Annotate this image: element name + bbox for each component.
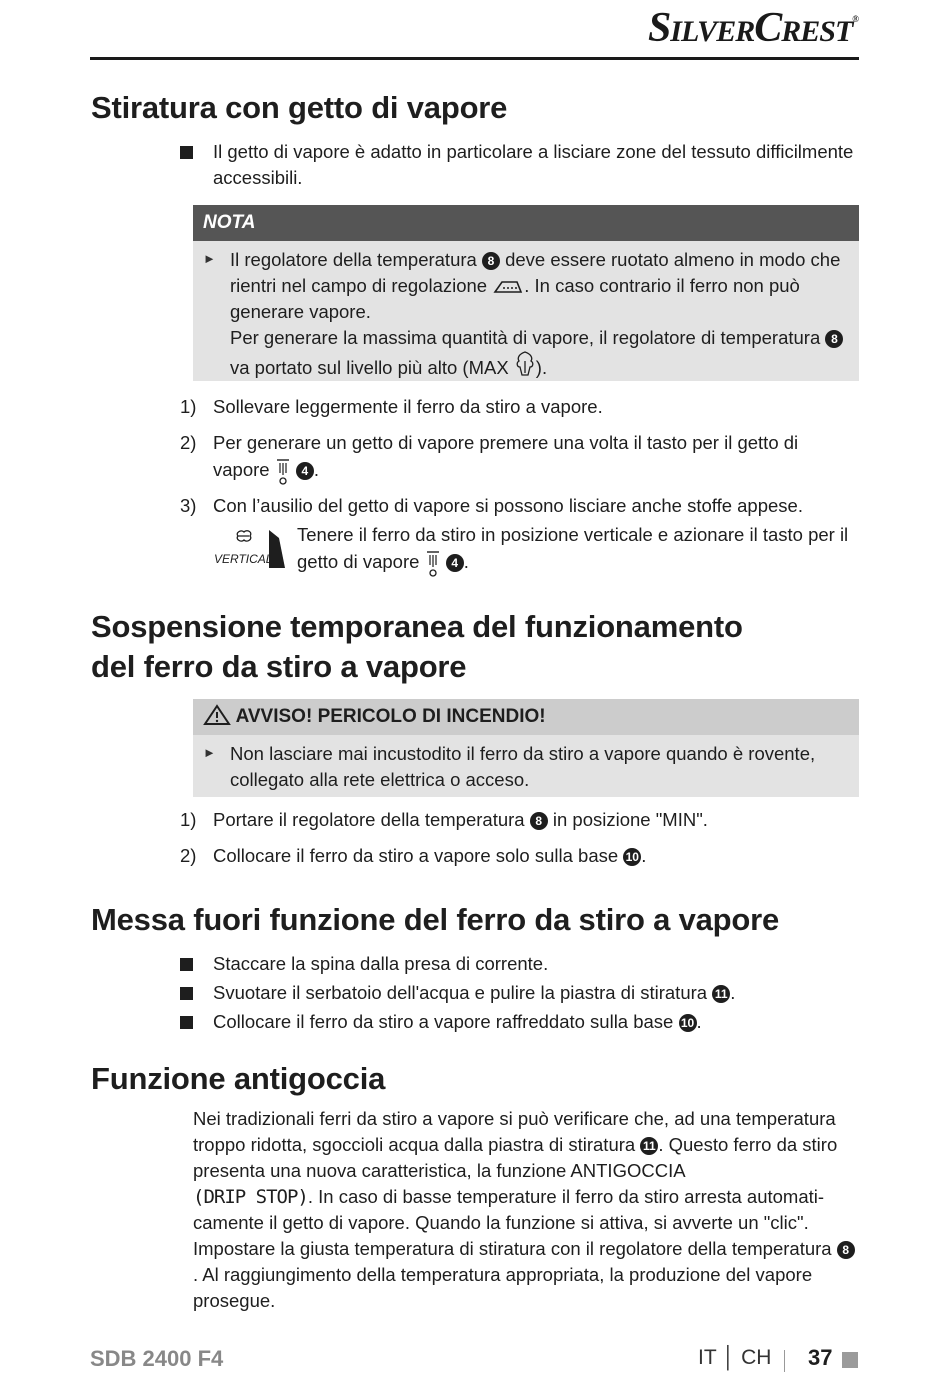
bullet-text: Staccare la spina dalla presa di corrente. xyxy=(213,953,549,974)
ref-8: 8 xyxy=(837,1241,855,1259)
bullet-square xyxy=(180,958,193,971)
ref-10: 10 xyxy=(623,848,641,866)
ref-8: 8 xyxy=(825,330,843,348)
ref-10: 10 xyxy=(679,1014,697,1032)
step-number: 3) xyxy=(180,495,197,516)
footer-model: SDB 2400 F4 xyxy=(90,1346,224,1371)
section-title-suspension: Sospensione temporanea del funzionamento del ferro da stiro a vapore xyxy=(91,609,743,684)
note-box xyxy=(193,205,859,381)
section-title-steam-jet: Stiratura con getto di vapore xyxy=(91,90,508,125)
vertical-label: VERTICAL xyxy=(214,552,273,566)
step-text: Collocare il ferro da stiro a vapore solo sulla base 10 . xyxy=(213,845,647,866)
note-text: Il regolatore della temperatura 8 deve essere ruotato almeno in modo che rientri nel campo di regolazione . In caso contrario il ferro non può generare vapore. Per generare la massima quantità di vapore, il regolatore di temperatura 8 va portato sul livello più alto (MAX ). xyxy=(230,247,855,381)
anti-drip-paragraph: Nei tradizionali ferri da stiro a vapore si può verificare che, ad una temperatura troppo ridotta, sgoccioli acqua dalla piastra di stiratura 11 . Questo ferro da stiro presenta una nuova caratteristica, la funzione ANTIGOCCIA (DRIP STOP). In caso di basse temperature il ferro da stiro arresta automati-camente il getto di vapore. Quando la funzione si attiva, si avverte un "clic". Impostare la giusta temperatura di stiratura con il regolatore della temperatura 8. Al raggiungimento della temperatura appropriata, la produzione del vapore prosegue. xyxy=(193,1106,859,1314)
ref-11: 11 xyxy=(712,985,730,1003)
ref-8: 8 xyxy=(482,252,500,270)
step-number: 2) xyxy=(180,845,197,866)
max-steam-icon xyxy=(514,351,536,377)
vertical-steam-icon xyxy=(213,524,293,574)
step-text: Con l’ausilio del getto di vapore si possono lisciare anche stoffe appese. xyxy=(213,495,803,516)
bullet-text: Svuotare il serbatoio dell'acqua e pulire la piastra di stiratura 11 . xyxy=(213,982,736,1003)
ref-8: 8 xyxy=(530,812,548,830)
ref-4: 4 xyxy=(446,554,464,572)
warning-triangle-icon xyxy=(203,704,231,726)
ref-11: 11 xyxy=(640,1137,658,1155)
bullet-text: Il getto di vapore è adatto in particolare a lisciare zone del tessuto difficilmente accessibili. xyxy=(213,141,854,188)
warning-heading: AVVISO! PERICOLO DI INCENDIO! xyxy=(193,699,859,735)
bullet-text: Collocare il ferro da stiro a vapore raffreddato sulla base 10 . xyxy=(213,1011,702,1032)
note-heading: NOTA xyxy=(193,205,859,241)
warning-text: Non lasciare mai incustodito il ferro da stiro a vapore quando è rovente, collegato alla rete elettrica o acceso. xyxy=(230,743,816,790)
ref-4: 4 xyxy=(296,462,314,480)
page-number: 37 xyxy=(808,1345,833,1370)
header-rule xyxy=(90,57,859,60)
section-title-switch-off: Messa fuori funzione del ferro da stiro a vapore xyxy=(91,902,780,937)
step-text: Portare il regolatore della temperatura 8 in posizione "MIN". xyxy=(213,809,708,830)
bullet-square xyxy=(180,146,193,159)
steam-range-icon xyxy=(492,277,524,295)
step-number: 1) xyxy=(180,396,197,417)
step-number: 2) xyxy=(180,432,197,453)
steam-jet-icon xyxy=(425,548,441,578)
bullet-square xyxy=(180,987,193,1000)
arrow-icon: ► xyxy=(203,251,216,266)
arrow-icon: ► xyxy=(203,745,216,760)
footer-language: IT │ CH xyxy=(698,1346,772,1369)
step-text: Per generare un getto di vapore premere una volta il tasto per il getto di vapore 4 . xyxy=(213,430,813,486)
drip-stop-logo: (DRIP STOP) xyxy=(193,1186,308,1208)
section-title-anti-drip: Funzione antigoccia xyxy=(91,1061,386,1096)
step-subtext: Tenere il ferro da stiro in posizione verticale e azionare il tasto per il getto di vapore 4 . xyxy=(297,522,859,578)
bullet-square xyxy=(180,1016,193,1029)
footer-separator xyxy=(784,1350,785,1372)
steam-jet-icon xyxy=(275,456,291,486)
warning-box xyxy=(193,699,859,797)
footer-square xyxy=(842,1352,858,1368)
step-text: Sollevare leggermente il ferro da stiro a vapore. xyxy=(213,396,603,417)
silvercrest-logo: SILVERCREST® xyxy=(647,5,858,51)
step-number: 1) xyxy=(180,809,197,830)
